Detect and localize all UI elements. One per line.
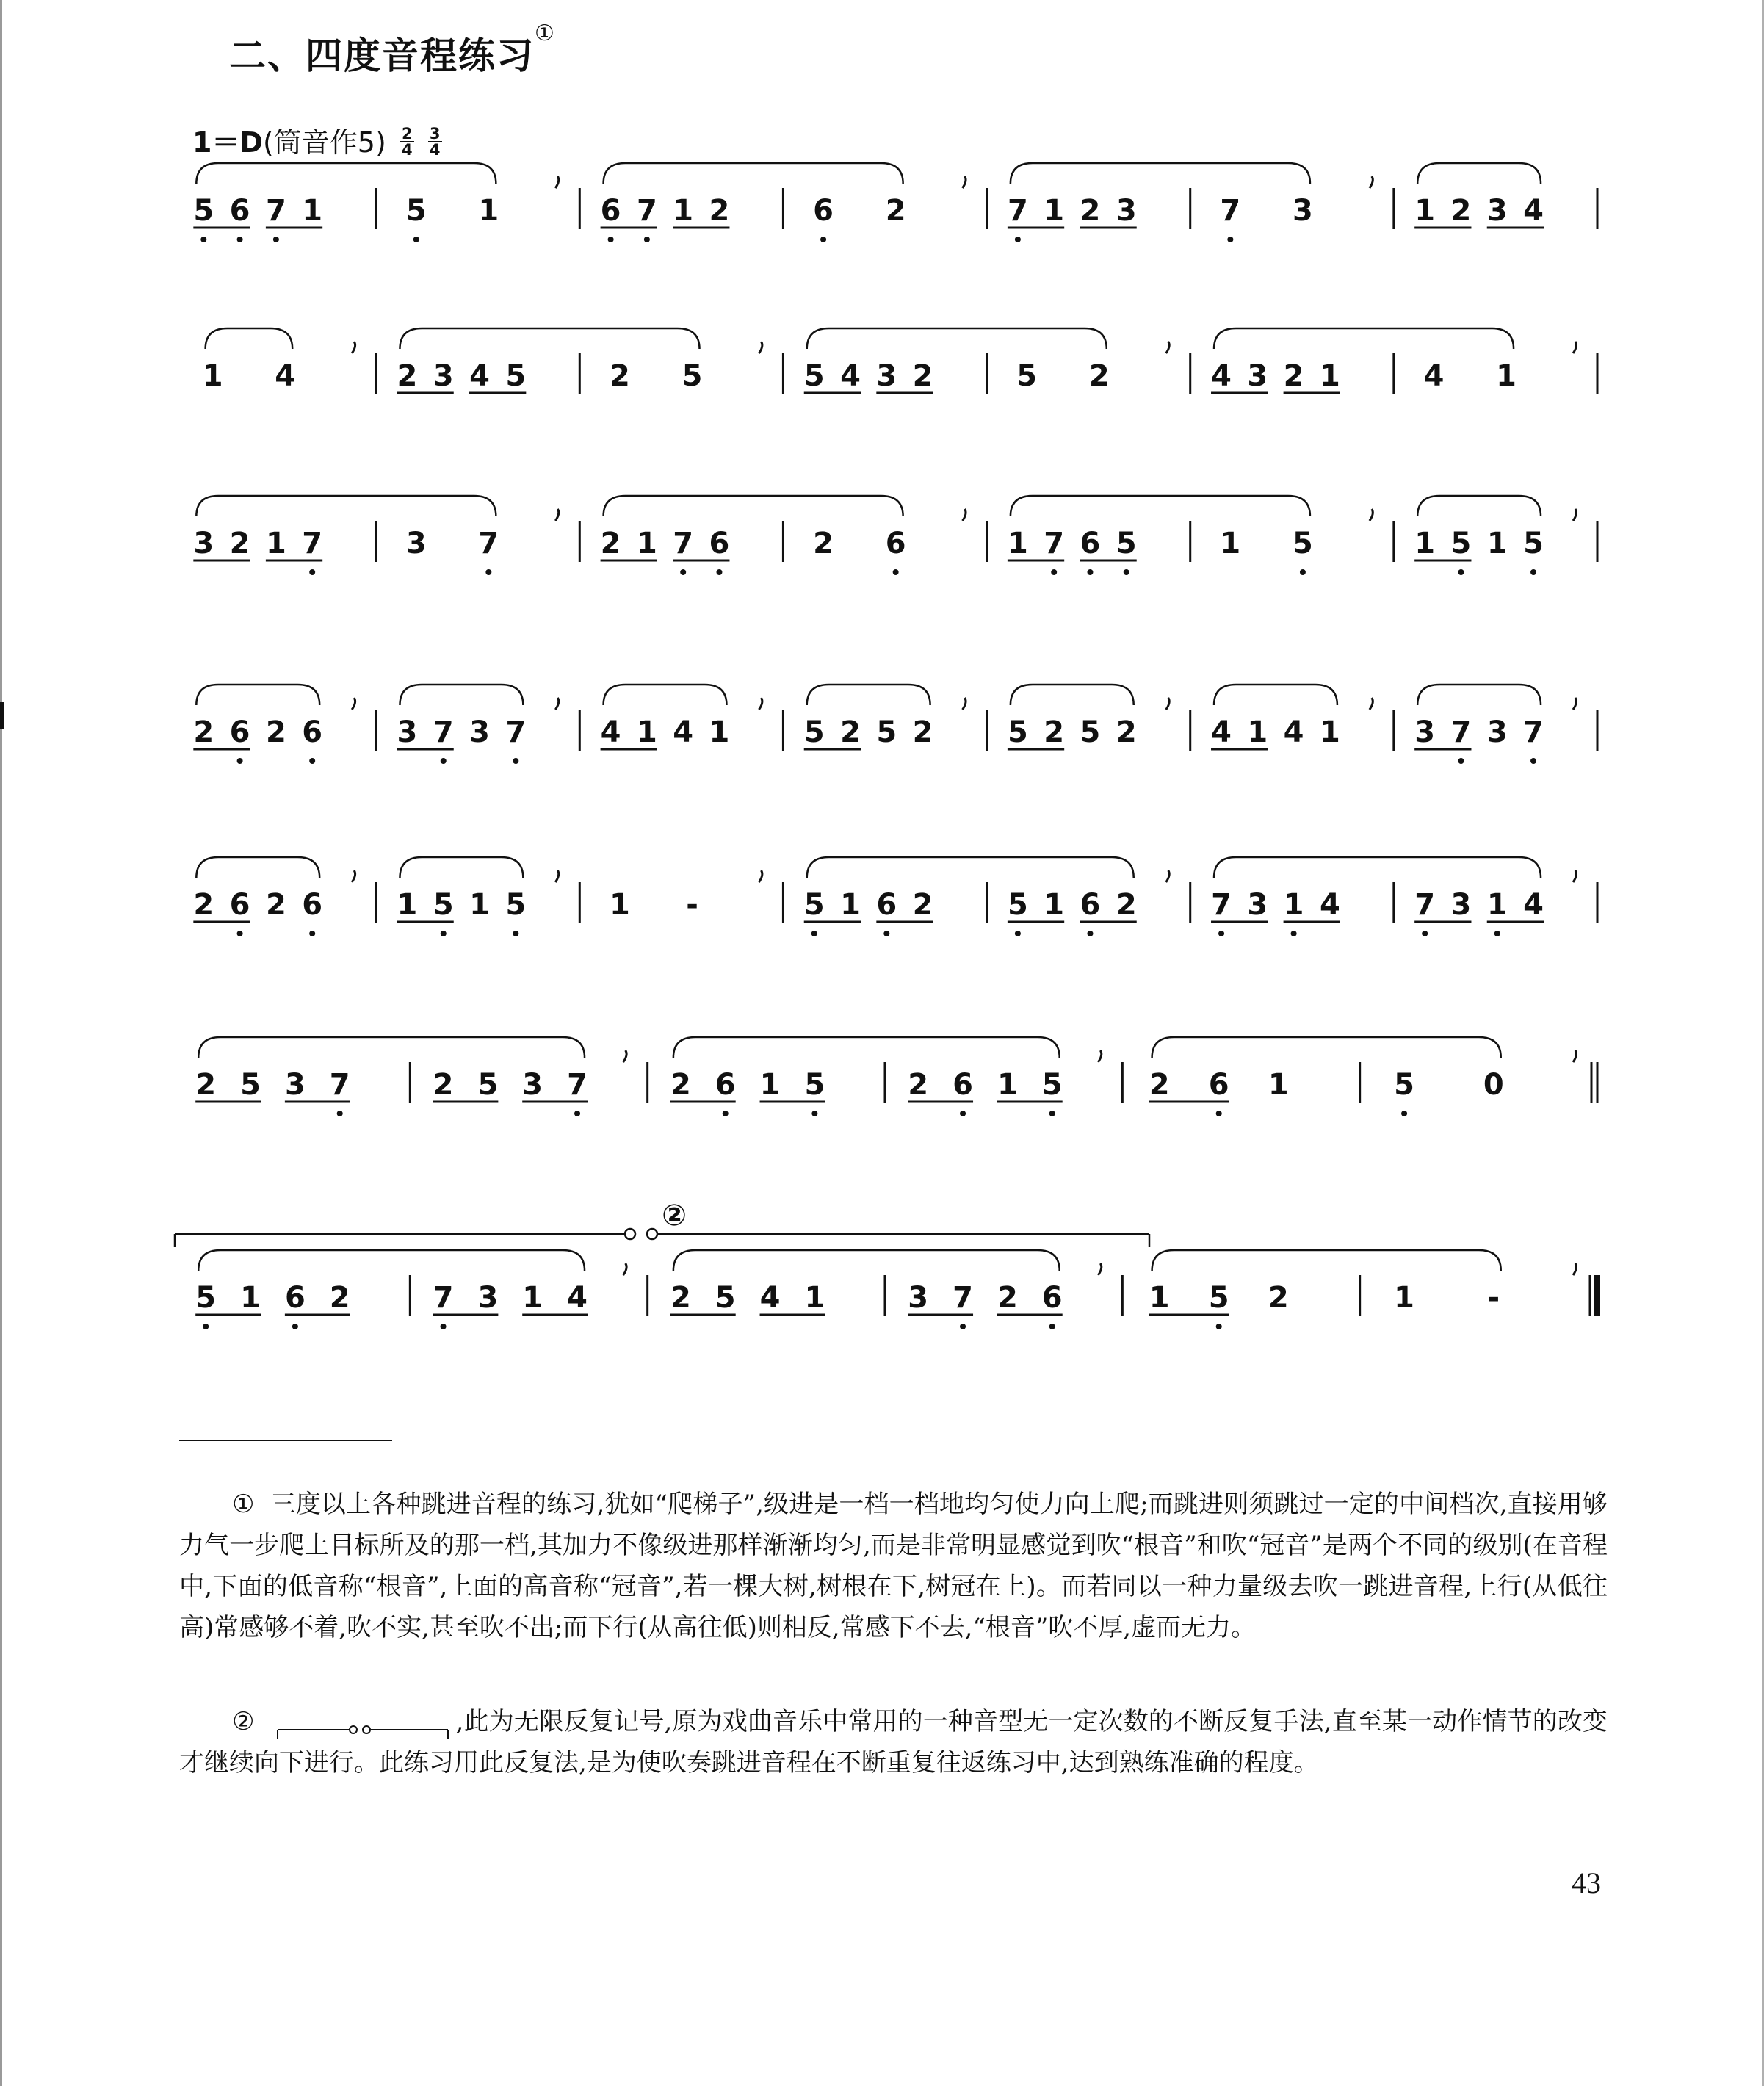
score-note: 5 bbox=[505, 359, 527, 393]
breath-mark bbox=[352, 870, 355, 882]
score-note: 1 bbox=[673, 194, 694, 228]
slur bbox=[1417, 685, 1541, 705]
low-octave-dot bbox=[1494, 931, 1500, 936]
slur bbox=[196, 163, 496, 184]
score-note: 7 bbox=[433, 1281, 454, 1315]
score-note: 1 bbox=[265, 527, 286, 560]
low-octave-dot bbox=[273, 237, 279, 242]
breath-mark bbox=[555, 870, 558, 882]
slur bbox=[673, 1037, 1060, 1058]
score-note: 4 bbox=[600, 715, 621, 749]
score-note: 2 bbox=[840, 715, 861, 749]
slur bbox=[400, 328, 699, 349]
score-note: 2 bbox=[265, 888, 286, 922]
low-octave-dot bbox=[1049, 1324, 1055, 1329]
score-note: 7 bbox=[636, 194, 657, 228]
score-note: 7 bbox=[329, 1068, 350, 1102]
low-octave-dot bbox=[441, 1324, 447, 1329]
footnote-1 bbox=[179, 1484, 1608, 1697]
score-note: 5 bbox=[1523, 527, 1544, 560]
breath-mark bbox=[1098, 1050, 1101, 1062]
score-note: 7 bbox=[1211, 888, 1232, 922]
breath-mark bbox=[759, 698, 762, 710]
score-note: 1 bbox=[1149, 1281, 1170, 1315]
slur bbox=[1417, 496, 1541, 516]
slur bbox=[1214, 685, 1337, 705]
low-octave-dot bbox=[644, 237, 650, 242]
score-note: 2 bbox=[610, 359, 630, 393]
score-note: 2 bbox=[1044, 715, 1065, 749]
breath-mark bbox=[1370, 509, 1373, 521]
score-note: 3 bbox=[405, 527, 427, 560]
breath-mark bbox=[1573, 509, 1576, 521]
slur bbox=[400, 857, 523, 878]
score-note: 2 bbox=[885, 194, 906, 228]
score-note: 3 bbox=[433, 359, 454, 393]
score-note: 5 bbox=[803, 715, 825, 749]
score-note: 5 bbox=[876, 715, 897, 749]
score-note: 7 bbox=[1220, 194, 1241, 228]
score-note: 1 bbox=[1486, 527, 1508, 560]
score-note: 4 bbox=[567, 1281, 588, 1315]
repeat-bracket-circle bbox=[625, 1229, 635, 1239]
score-note: 3 bbox=[193, 527, 214, 560]
low-octave-dot bbox=[413, 237, 419, 242]
score-note: 1 bbox=[1486, 888, 1508, 922]
score-note: 7 bbox=[953, 1281, 973, 1315]
score-note: 5 bbox=[1041, 1068, 1063, 1102]
slur bbox=[1214, 328, 1514, 349]
low-octave-dot bbox=[237, 237, 243, 242]
score-note: 5 bbox=[803, 888, 825, 922]
score-note: 2 bbox=[193, 715, 214, 749]
slur bbox=[1011, 685, 1134, 705]
score-note: 2 bbox=[229, 527, 250, 560]
score-note: 5 bbox=[1208, 1281, 1229, 1315]
slur bbox=[206, 328, 293, 349]
slur bbox=[1417, 163, 1541, 184]
slur bbox=[604, 496, 903, 516]
score-note: 6 bbox=[876, 888, 897, 922]
repeat-marker: ② bbox=[662, 1199, 687, 1233]
score-note: 7 bbox=[673, 527, 694, 560]
score-note: 1 bbox=[397, 888, 418, 922]
score-note: 4 bbox=[840, 359, 861, 393]
score-note: 2 bbox=[908, 1068, 929, 1102]
low-octave-dot bbox=[1530, 569, 1536, 575]
slur bbox=[807, 685, 930, 705]
score-note: 5 bbox=[1007, 715, 1028, 749]
score-note: 7 bbox=[265, 194, 286, 228]
score-note: 2 bbox=[997, 1281, 1018, 1315]
score-note: 2 bbox=[670, 1281, 691, 1315]
breath-mark bbox=[963, 509, 966, 521]
score-note: 6 bbox=[953, 1068, 973, 1102]
footnote-1-marker: ① bbox=[232, 1490, 255, 1519]
breath-mark bbox=[1573, 1050, 1576, 1062]
low-octave-dot bbox=[716, 569, 722, 575]
score-note: 2 bbox=[912, 888, 933, 922]
low-octave-dot bbox=[1530, 758, 1536, 764]
time-signature-1-denominator: 4 bbox=[402, 140, 413, 159]
score-note: 5 bbox=[240, 1068, 261, 1102]
score-note: 4 bbox=[1523, 194, 1544, 228]
breath-mark bbox=[963, 176, 966, 188]
slur bbox=[1152, 1250, 1501, 1271]
score-note: 2 bbox=[329, 1281, 350, 1315]
breath-mark bbox=[1098, 1263, 1101, 1275]
score-note: 1 bbox=[1414, 194, 1436, 228]
repeat-bracket-circle bbox=[647, 1229, 657, 1239]
score-note: 6 bbox=[229, 194, 250, 228]
score-note: 4 bbox=[275, 359, 296, 393]
score-note: 5 bbox=[1016, 359, 1038, 393]
breath-mark bbox=[1573, 870, 1576, 882]
low-octave-dot bbox=[200, 237, 206, 242]
score-note: 6 bbox=[813, 194, 834, 228]
score-note: 7 bbox=[1414, 888, 1436, 922]
score-note: 1 bbox=[1319, 715, 1340, 749]
breath-mark bbox=[555, 176, 558, 188]
score-note: 2 bbox=[600, 527, 621, 560]
score-note: 2 bbox=[397, 359, 418, 393]
slur bbox=[196, 685, 319, 705]
score-note: 1 bbox=[636, 715, 657, 749]
score-note: 3 bbox=[1414, 715, 1436, 749]
score-note: 6 bbox=[1208, 1068, 1229, 1102]
score-note: 4 bbox=[1423, 359, 1445, 393]
score-note: 1 bbox=[1268, 1068, 1289, 1102]
repeat-sign-symbol bbox=[275, 1714, 452, 1733]
low-octave-dot bbox=[485, 569, 491, 575]
score-note: 5 bbox=[193, 194, 214, 228]
score-note: 2 bbox=[1116, 888, 1137, 922]
score-note: 1 bbox=[759, 1068, 781, 1102]
score-note: 6 bbox=[229, 715, 250, 749]
score-note: 6 bbox=[302, 888, 323, 922]
score-note: 3 bbox=[1450, 888, 1472, 922]
slur bbox=[400, 685, 523, 705]
low-octave-dot bbox=[883, 931, 889, 936]
score-note: 4 bbox=[1319, 888, 1340, 922]
score-note: 5 bbox=[1007, 888, 1028, 922]
score-note: 2 bbox=[1149, 1068, 1170, 1102]
score-note: 6 bbox=[709, 527, 730, 560]
score-note: 3 bbox=[876, 359, 897, 393]
score-note: 3 bbox=[1293, 194, 1313, 228]
time-signature-1-numerator: 2 bbox=[402, 124, 413, 142]
footnote-2-text: ,此为无限反复记号,原为戏曲音乐中常用的一种音型无一定次数的不断反复手法,直至某一动作情节的改变才继续向下进行。此练习用此反复法,是为使吹奏跳进音程在不断重复往返练习中,达到熟练准确的程度。 bbox=[179, 1707, 1608, 1778]
low-octave-dot bbox=[1051, 569, 1057, 575]
score-note: 3 bbox=[284, 1068, 306, 1102]
score-note: 1 bbox=[1247, 715, 1268, 749]
score-note: 2 bbox=[1088, 359, 1110, 393]
score-note: 7 bbox=[433, 715, 454, 749]
score-note: 3 bbox=[522, 1068, 543, 1102]
slur bbox=[807, 328, 1107, 349]
low-octave-dot bbox=[1087, 931, 1093, 936]
score-note: 2 bbox=[265, 715, 286, 749]
score-note: 6 bbox=[284, 1281, 306, 1315]
score-note: 4 bbox=[759, 1281, 781, 1315]
slur bbox=[1011, 163, 1310, 184]
low-octave-dot bbox=[513, 758, 518, 764]
score-note: 4 bbox=[1211, 715, 1232, 749]
low-octave-dot bbox=[1401, 1111, 1407, 1116]
score-note: 7 bbox=[1044, 527, 1065, 560]
footnote-2 bbox=[179, 1701, 1608, 1826]
score-note: 2 bbox=[1080, 194, 1101, 228]
score-note: 5 bbox=[405, 194, 427, 228]
score-note: 3 bbox=[1486, 715, 1508, 749]
low-octave-dot bbox=[1227, 237, 1233, 242]
score-note: 5 bbox=[682, 359, 703, 393]
score-note: 5 bbox=[195, 1281, 217, 1315]
score-note: 4 bbox=[1523, 888, 1544, 922]
slur bbox=[196, 496, 496, 516]
footnote-rule bbox=[179, 1440, 392, 1441]
score-note: 1 bbox=[709, 715, 730, 749]
score-note: 1 bbox=[522, 1281, 543, 1315]
score-note: 1 bbox=[1007, 527, 1028, 560]
score-note: 1 bbox=[240, 1281, 261, 1315]
low-octave-dot bbox=[1087, 569, 1093, 575]
slur bbox=[196, 857, 319, 878]
breath-mark bbox=[352, 698, 355, 710]
breath-mark bbox=[759, 870, 762, 882]
low-octave-dot bbox=[960, 1324, 966, 1329]
score-note: 1 bbox=[610, 888, 630, 922]
score-note: 1 bbox=[1414, 527, 1436, 560]
low-octave-dot bbox=[811, 1111, 817, 1116]
score-note: 6 bbox=[600, 194, 621, 228]
low-octave-dot bbox=[1458, 758, 1464, 764]
score-note: 1 bbox=[1394, 1281, 1415, 1315]
score-note: 6 bbox=[302, 715, 323, 749]
low-octave-dot bbox=[1458, 569, 1464, 575]
score-note: 7 bbox=[1450, 715, 1472, 749]
slur bbox=[673, 1250, 1060, 1271]
low-octave-dot bbox=[1216, 1324, 1222, 1329]
low-octave-dot bbox=[237, 758, 243, 764]
score-note: 6 bbox=[1041, 1281, 1063, 1315]
score-note: - bbox=[686, 888, 698, 922]
score-note: 5 bbox=[1116, 527, 1137, 560]
score-note: 1 bbox=[840, 888, 861, 922]
score-note: 3 bbox=[1247, 888, 1268, 922]
low-octave-dot bbox=[203, 1324, 209, 1329]
score-note: 1 bbox=[1044, 888, 1065, 922]
score-note: 3 bbox=[1486, 194, 1508, 228]
low-octave-dot bbox=[1216, 1111, 1222, 1116]
low-octave-dot bbox=[608, 237, 614, 242]
low-octave-dot bbox=[513, 931, 518, 936]
score-note: 3 bbox=[397, 715, 418, 749]
low-octave-dot bbox=[441, 758, 447, 764]
score-note: 1 bbox=[1496, 359, 1517, 393]
score-note: 2 bbox=[1283, 359, 1304, 393]
score-note: 5 bbox=[1293, 527, 1313, 560]
low-octave-dot bbox=[574, 1111, 580, 1116]
slur bbox=[198, 1250, 585, 1271]
title-footnote-marker: ① bbox=[535, 21, 556, 46]
score-note: 2 bbox=[193, 888, 214, 922]
low-octave-dot bbox=[1422, 931, 1428, 936]
low-octave-dot bbox=[292, 1324, 298, 1329]
low-octave-dot bbox=[680, 569, 686, 575]
score-note: 5 bbox=[715, 1281, 736, 1315]
score-note: 4 bbox=[673, 715, 694, 749]
score-note: 2 bbox=[1268, 1281, 1289, 1315]
breath-mark bbox=[1166, 342, 1169, 353]
breath-mark bbox=[555, 509, 558, 521]
score-note: - bbox=[1487, 1281, 1500, 1315]
score-note: 2 bbox=[670, 1068, 691, 1102]
low-octave-dot bbox=[1124, 569, 1129, 575]
breath-mark bbox=[1370, 698, 1373, 710]
score-note: 1 bbox=[1283, 888, 1304, 922]
score-note: 0 bbox=[1483, 1068, 1504, 1102]
score-note: 5 bbox=[1394, 1068, 1415, 1102]
breath-mark bbox=[555, 698, 558, 710]
score-note: 4 bbox=[469, 359, 490, 393]
score-note: 2 bbox=[1116, 715, 1137, 749]
breath-mark bbox=[1166, 870, 1169, 882]
score-note: 2 bbox=[912, 715, 933, 749]
slur bbox=[604, 163, 903, 184]
low-octave-dot bbox=[893, 569, 899, 575]
score-note: 5 bbox=[505, 888, 527, 922]
score-note: 4 bbox=[1283, 715, 1304, 749]
score-note: 1 bbox=[1044, 194, 1065, 228]
page-number: 43 bbox=[1572, 1866, 1601, 1899]
low-octave-dot bbox=[960, 1111, 966, 1116]
score-note: 1 bbox=[469, 888, 490, 922]
slur bbox=[198, 1037, 585, 1058]
score-note: 7 bbox=[1523, 715, 1544, 749]
breath-mark bbox=[352, 342, 355, 353]
score-note: 5 bbox=[803, 359, 825, 393]
score-note: 1 bbox=[202, 359, 223, 393]
score-note: 2 bbox=[195, 1068, 217, 1102]
score-note: 1 bbox=[478, 194, 499, 228]
low-octave-dot bbox=[309, 931, 315, 936]
score-note: 6 bbox=[885, 527, 906, 560]
low-octave-dot bbox=[723, 1111, 729, 1116]
score-note: 7 bbox=[302, 527, 323, 560]
score-note: 3 bbox=[1116, 194, 1137, 228]
score-note: 6 bbox=[1080, 527, 1101, 560]
score-note: 6 bbox=[229, 888, 250, 922]
slur bbox=[1152, 1037, 1501, 1058]
breath-mark bbox=[623, 1050, 626, 1062]
score-note: 2 bbox=[709, 194, 730, 228]
score-note: 5 bbox=[477, 1068, 499, 1102]
score-note: 6 bbox=[1080, 888, 1101, 922]
score-note: 1 bbox=[636, 527, 657, 560]
time-signature-2-denominator: 4 bbox=[429, 140, 441, 159]
slur bbox=[807, 857, 1134, 878]
low-octave-dot bbox=[309, 758, 315, 764]
score-note: 1 bbox=[1319, 359, 1340, 393]
key-signature-text: 1＝D bbox=[192, 126, 263, 159]
breath-mark bbox=[963, 698, 966, 710]
score-note: 2 bbox=[912, 359, 933, 393]
low-octave-dot bbox=[1015, 237, 1021, 242]
score-note: 7 bbox=[567, 1068, 588, 1102]
low-octave-dot bbox=[1218, 931, 1224, 936]
low-octave-dot bbox=[1015, 931, 1021, 936]
score-note: 1 bbox=[1220, 527, 1241, 560]
score-note: 7 bbox=[478, 527, 499, 560]
low-octave-dot bbox=[1049, 1111, 1055, 1116]
breath-mark bbox=[1573, 1263, 1576, 1275]
breath-mark bbox=[1370, 176, 1373, 188]
slur bbox=[1214, 857, 1541, 878]
slur bbox=[604, 685, 727, 705]
score-note: 5 bbox=[1450, 527, 1472, 560]
low-octave-dot bbox=[1291, 931, 1297, 936]
score-note: 5 bbox=[1080, 715, 1101, 749]
section-title-text: 二、四度音程练习 bbox=[229, 35, 535, 77]
low-octave-dot bbox=[1300, 569, 1306, 575]
score-note: 5 bbox=[804, 1068, 825, 1102]
score-note: 1 bbox=[302, 194, 323, 228]
breath-mark bbox=[1573, 698, 1576, 710]
time-signature-2-numerator: 3 bbox=[429, 124, 441, 142]
score-note: 2 bbox=[1450, 194, 1472, 228]
score-note: 2 bbox=[813, 527, 834, 560]
score-note: 3 bbox=[1247, 359, 1268, 393]
low-octave-dot bbox=[337, 1111, 343, 1116]
breath-mark bbox=[759, 342, 762, 353]
breath-mark bbox=[623, 1263, 626, 1275]
low-octave-dot bbox=[309, 569, 315, 575]
breath-mark bbox=[1573, 342, 1576, 353]
score-note: 1 bbox=[804, 1281, 825, 1315]
score-note: 2 bbox=[433, 1068, 454, 1102]
score-note: 7 bbox=[505, 715, 527, 749]
score-note: 3 bbox=[469, 715, 490, 749]
score-note: 3 bbox=[477, 1281, 499, 1315]
score-note: 6 bbox=[715, 1068, 736, 1102]
score-note: 3 bbox=[908, 1281, 929, 1315]
low-octave-dot bbox=[811, 931, 817, 936]
low-octave-dot bbox=[237, 931, 243, 936]
score-note: 4 bbox=[1211, 359, 1232, 393]
footnote-2-marker: ② bbox=[232, 1707, 255, 1736]
footnote-1-text: 三度以上各种跳进音程的练习,犹如“爬梯子”,级进是一档一档地均匀使力向上爬;而跳进则须跳过一定的中间档次,直接用够力气一步爬上目标所及的那一档,其加力不像级进那样渐渐均匀,而是非常明显感觉到吹“根音”和吹“冠音”是两个不同的级别(在音程中,下面的低音称“根音”,上面的高音称“冠音”,若一棵大树,树根在下,树冠在上)。而若同以一种力量级去吹一跳进音程,上行(从低往高)常感够不着,吹不实,甚至吹不出;而下行(从高往低)则相反,常感下不去,“根音”吹不厚,虚而无力。 bbox=[179, 1490, 1608, 1642]
score-note: 7 bbox=[1007, 194, 1028, 228]
low-octave-dot bbox=[441, 931, 447, 936]
score-note: 5 bbox=[433, 888, 454, 922]
score-note: 1 bbox=[997, 1068, 1018, 1102]
breath-mark bbox=[1166, 698, 1169, 710]
key-signature-note: (筒音作5) bbox=[262, 126, 386, 159]
slur bbox=[1011, 496, 1310, 516]
low-octave-dot bbox=[820, 237, 826, 242]
